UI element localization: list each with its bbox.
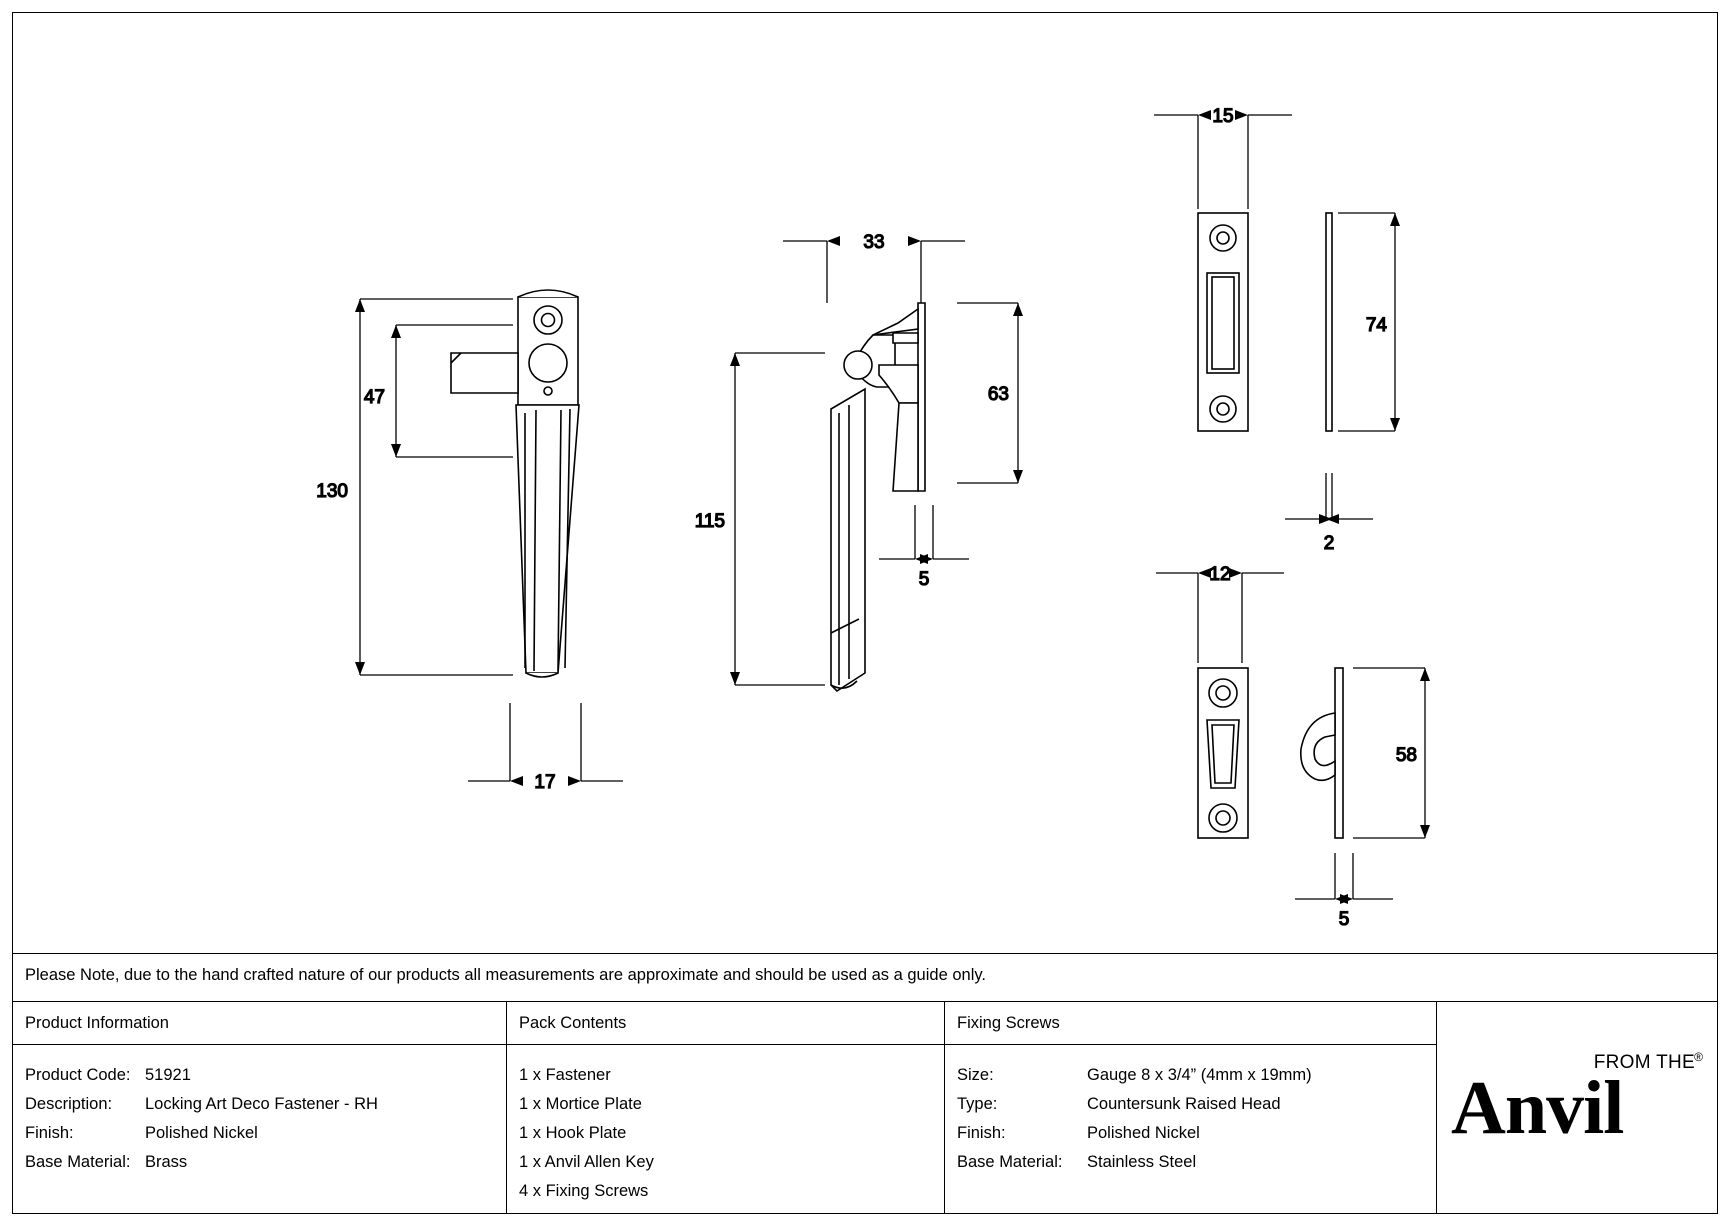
table-row xyxy=(957,1061,1436,1090)
dim-115: 115 xyxy=(694,511,725,532)
pack-contents-header xyxy=(507,1002,944,1045)
base-material-label: Base Material: xyxy=(25,1153,131,1171)
fixing-screws-header xyxy=(945,1002,1436,1045)
table-row xyxy=(25,1090,506,1119)
dim-17: 17 xyxy=(534,772,556,793)
product-information-body xyxy=(13,1045,506,1177)
product-information-header-label: Product Information xyxy=(25,1014,169,1032)
screw-finish-label: Finish: xyxy=(957,1124,1006,1142)
registered-trademark-icon: ® xyxy=(1694,1050,1703,1064)
drawing-svg xyxy=(13,13,1717,953)
dim-5-hook: 5 xyxy=(1338,909,1350,930)
table-row xyxy=(957,1148,1436,1177)
product-code-label: Product Code: xyxy=(25,1066,131,1084)
measurement-note-text: Please Note, due to the hand crafted nature of our products all measurements are approximate and should be used as a guide only. xyxy=(25,966,986,984)
sheet-border xyxy=(12,12,1718,1214)
description-value: Locking Art Deco Fastener - RH xyxy=(145,1095,378,1113)
mortice-plate-view xyxy=(1198,213,1332,431)
anvil-logo-inner xyxy=(1451,1044,1703,1170)
screw-type-label: Type: xyxy=(957,1095,998,1113)
list-item: 1 x Hook Plate xyxy=(519,1124,627,1142)
table-row xyxy=(25,1119,506,1148)
base-material-value: Brass xyxy=(145,1153,188,1171)
screw-base-material-label: Base Material: xyxy=(957,1153,1063,1171)
dim-74: 74 xyxy=(1365,315,1387,336)
mortice-plate-dimensions xyxy=(1154,106,1400,554)
anvil-logo xyxy=(1437,1002,1717,1214)
dim-12: 12 xyxy=(1209,564,1231,585)
finish-label: Finish: xyxy=(25,1124,74,1142)
logo-from-the-text: FROM THE xyxy=(1593,1052,1695,1073)
table-row xyxy=(957,1090,1436,1119)
product-information-header xyxy=(13,1002,506,1045)
pack-contents-body xyxy=(507,1045,944,1206)
brand-logo-column xyxy=(1437,1002,1717,1214)
hook-plate-dimensions xyxy=(1156,564,1430,930)
table-row xyxy=(25,1061,506,1090)
pack-contents-header-label: Pack Contents xyxy=(519,1014,627,1032)
fixing-screws-column xyxy=(945,1002,1437,1214)
table-row xyxy=(957,1119,1436,1148)
dim-130: 130 xyxy=(316,481,348,502)
screw-size-value: Gauge 8 x 3/4” (4mm x 19mm) xyxy=(1087,1066,1312,1084)
logo-anvil-text: Anvil xyxy=(1451,1066,1624,1150)
screw-finish-value: Polished Nickel xyxy=(1087,1124,1200,1142)
list-item: 1 x Anvil Allen Key xyxy=(519,1153,654,1171)
dim-33: 33 xyxy=(863,232,885,253)
dim-47: 47 xyxy=(363,387,385,408)
technical-drawing-area xyxy=(13,13,1717,953)
product-code-value: 51921 xyxy=(145,1066,191,1084)
dim-15: 15 xyxy=(1212,106,1234,127)
fixing-screws-body xyxy=(945,1045,1436,1177)
dim-58: 58 xyxy=(1395,745,1417,766)
hook-plate-view xyxy=(1198,668,1343,838)
pack-contents-column xyxy=(507,1002,945,1214)
finish-value: Polished Nickel xyxy=(145,1124,258,1142)
info-tables xyxy=(13,1001,1717,1213)
measurement-note xyxy=(13,953,1717,1001)
fixing-screws-header-label: Fixing Screws xyxy=(957,1014,1060,1032)
dim-2: 2 xyxy=(1323,533,1335,554)
front-view-handle xyxy=(451,290,579,677)
list-item: 4 x Fixing Screws xyxy=(519,1182,649,1200)
side-view-handle xyxy=(831,303,925,691)
table-row xyxy=(25,1148,506,1177)
dim-63: 63 xyxy=(987,384,1009,405)
screw-size-label: Size: xyxy=(957,1066,994,1084)
description-label: Description: xyxy=(25,1095,113,1113)
product-information-column xyxy=(13,1002,507,1214)
list-item: 1 x Fastener xyxy=(519,1066,611,1084)
screw-base-material-value: Stainless Steel xyxy=(1087,1153,1197,1171)
dim-5-side: 5 xyxy=(918,569,930,590)
list-item: 1 x Mortice Plate xyxy=(519,1095,642,1113)
screw-type-value: Countersunk Raised Head xyxy=(1087,1095,1281,1113)
